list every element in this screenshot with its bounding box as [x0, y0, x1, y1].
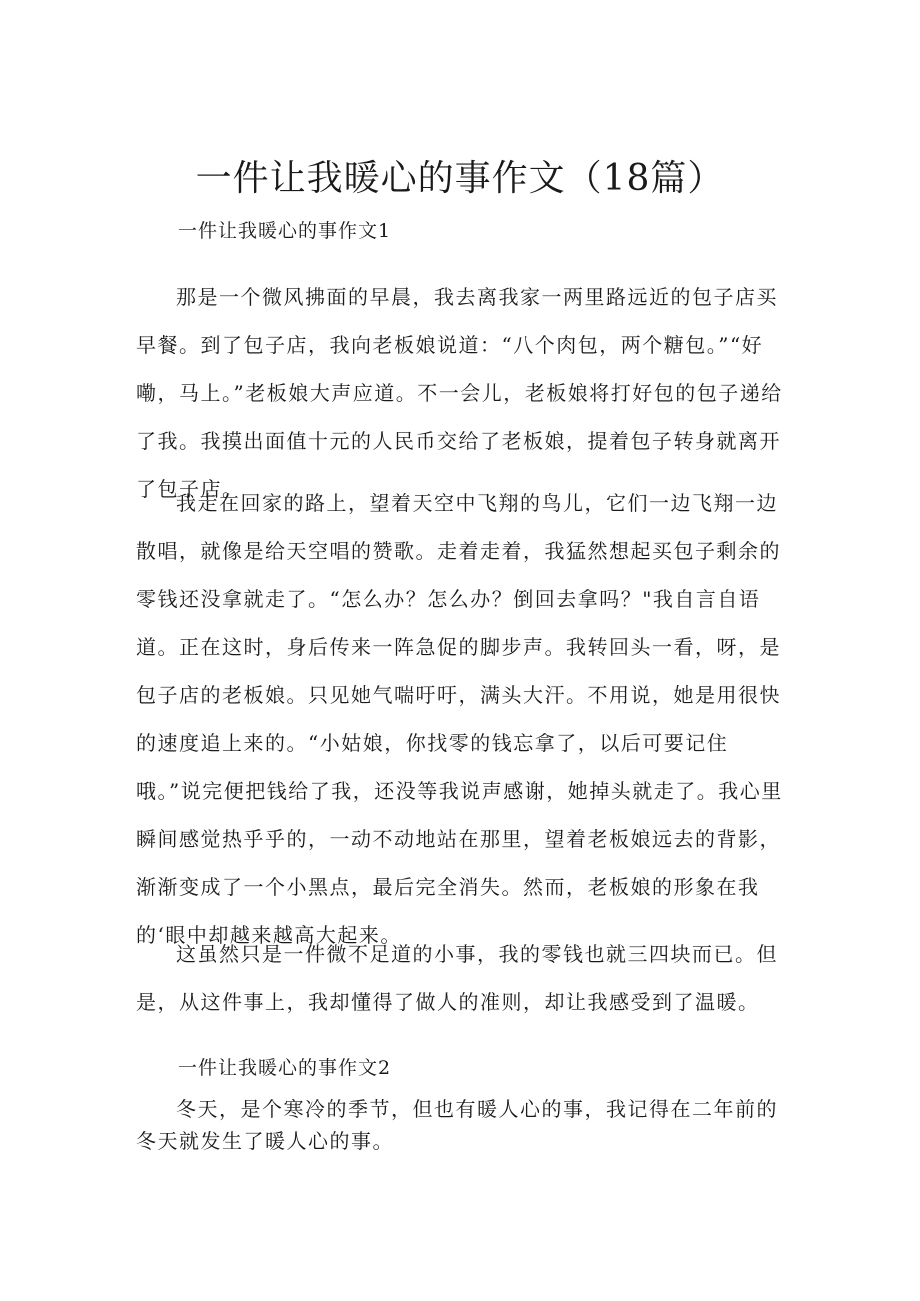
paragraph: 那是一个微风拂面的早晨，我去离我家一两里路远近的包子店买早餐。到了包子店，我向老板娘说道：“八个肉包，两个糖包。”“好嘞，马上。”老板娘大声应道。不一会儿，老板娘将打好包的包子递给了我。我摸出面值十元的人民币交给了老板娘，提着包子转身就离开了包子店。 — [136, 285, 783, 501]
paragraph: 这虽然只是一件微不足道的小事，我的零钱也就三四块而已。但是，从这件事上，我却懂得了做人的准则，却让我感受到了温暖。 — [136, 942, 778, 1014]
document-title: 一件让我暖心的事作文（18篇） — [195, 158, 725, 199]
section-heading-1: 一件让我暖心的事作文1 — [178, 220, 392, 242]
section-heading-2: 一件让我暖心的事作文2 — [178, 1057, 392, 1079]
paragraph: 冬天，是个寒冷的季节，但也有暖人心的事，我记得在二年前的冬天就发生了暖人心的事。 — [136, 1097, 778, 1153]
paragraph: 我走在回家的路上，望着天空中飞翔的鸟儿，它们一边飞翔一边散唱，就像是给天空唱的赞歌。走着走着，我猛然想起买包子剩余的零钱还没拿就走了。“怎么办？怎么办？倒回去拿吗？"我自言自语道。正在这时，身后传来一阵急促的脚步声。我转回头一看，呀，是包子店的老板娘。只见她气喘吁吁，满头大汗。不用说，她是用很快的速度追上来的。“小姑娘，你找零的钱忘拿了，以后可要记住哦。”说完便把钱给了我，还没等我说声感谢，她掉头就走了。我心里瞬间感觉热乎乎的，一动不动地站在那里，望着老板娘远去的背影，渐渐变成了一个小黑点，最后完全消失。然而，老板娘的形象在我的‘眼中却越来越高大起来。 — [136, 491, 783, 947]
